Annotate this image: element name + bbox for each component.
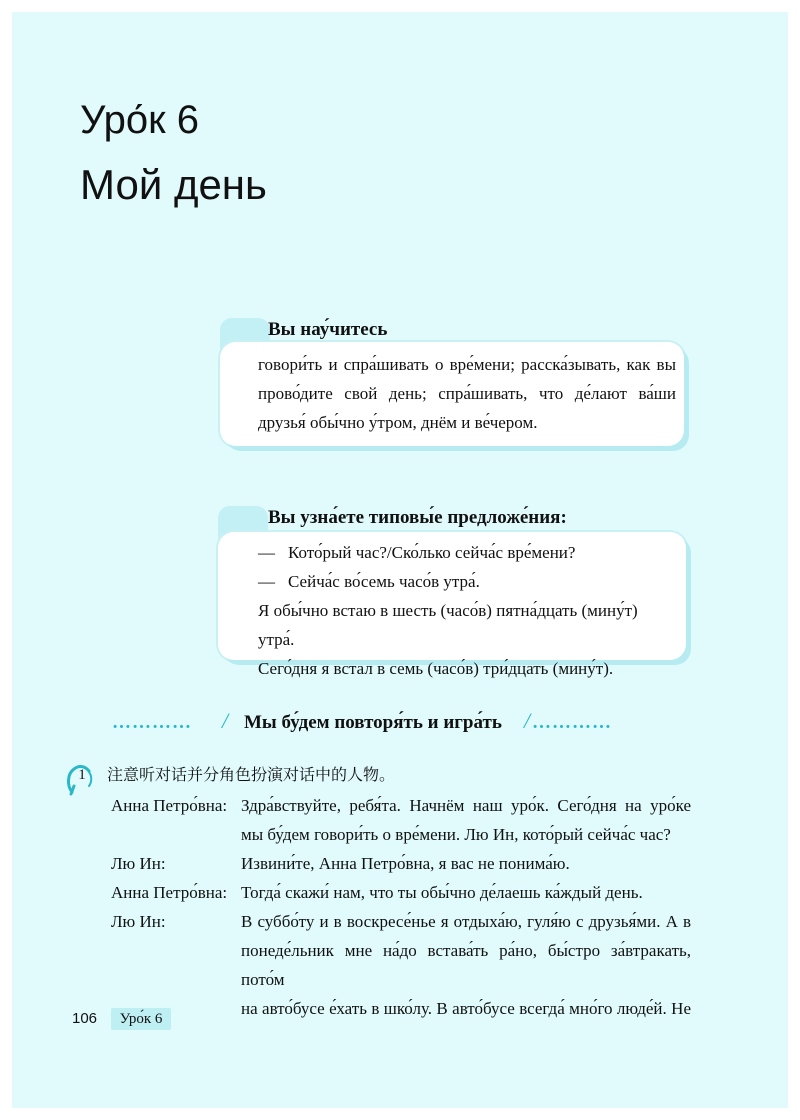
section-dots-right: …………: [532, 712, 612, 733]
dialogue-line: мы бу́дем говори́ть о вре́мени. Лю Ин, кото́рый сейча́с час?: [241, 825, 671, 844]
section-dots-left: …………: [112, 712, 192, 733]
dialogue-line: Тогда́ скажи́ нам, что ты обы́чно де́лаешь ка́ждый день.: [241, 883, 643, 902]
phrase-text: Сего́дня я встал в семь (часо́в) три́дцать (мину́т).: [258, 659, 614, 678]
phrases-box-list: [258, 538, 678, 683]
section-title: Мы бу́дем повторя́ть и игра́ть: [244, 712, 502, 733]
speaker: [111, 820, 241, 849]
dialogue-row: [111, 936, 691, 994]
phrase-text: Сейча́с во́семь часо́в утра́.: [288, 572, 480, 591]
dialogue-row: [111, 907, 691, 936]
phrase-text: Я обы́чно встаю в шесть (часо́в) пятна́дцать (мину́т) утра́.: [258, 601, 638, 649]
speaker: [111, 936, 241, 994]
speaker: Лю Ин:: [111, 912, 166, 931]
learn-box-text: говори́ть и спра́шивать о вре́мени; расска́зывать, как вы прово́дите свой день; спра́шивать, что де́лают ва́ши друзья́ обы́чно у́тром, днём и ве́чером.: [258, 355, 676, 432]
dialogue-line: Извини́те, Анна Петро́вна, я вас не понима́ю.: [241, 854, 570, 873]
footer-lesson-tag: Уро́к 6: [111, 1008, 171, 1030]
dialogue-line: В суббо́ту и в воскресе́нье я отдыха́ю, гуля́ю с друзья́ми. А в: [241, 912, 691, 931]
learn-box-heading: Вы нау́читесь: [268, 319, 388, 340]
speaker: Анна Петро́вна:: [111, 883, 228, 902]
dialogue-row: [111, 878, 691, 907]
dialogue-row: [111, 820, 691, 849]
exercise-instruction: 注意听对话并分角色扮演对话中的人物。: [107, 765, 396, 784]
page-number: 106: [72, 1010, 98, 1027]
section-header: [112, 707, 652, 739]
phrase-line: [258, 596, 678, 654]
lesson-title: Уро́к 6: [80, 98, 199, 142]
dialogue-line: Здра́вствуйте, ребя́та. Начнём наш уро́к. Сего́дня на уро́ке: [241, 796, 691, 815]
speaker: Лю Ин:: [111, 854, 166, 873]
phrase-line: [258, 567, 678, 596]
dialogue-row: [111, 994, 691, 1023]
section-slash-left: /: [222, 708, 229, 733]
phrase-line: [258, 538, 678, 567]
exercise-number: 1: [78, 767, 86, 783]
lesson-subtitle: Мой день: [80, 161, 267, 208]
dialogue: [111, 791, 691, 1023]
phrase-dash: —: [258, 572, 275, 591]
phrase-dash: —: [258, 543, 275, 562]
phrase-line: [258, 654, 678, 683]
phrase-text: Кото́рый час?/Ско́лько сейча́с вре́мени?: [288, 543, 576, 562]
section-slash-right: /: [524, 708, 531, 733]
dialogue-line: понеде́льник мне на́до встава́ть ра́но, бы́стро за́втракать, пото́м: [241, 941, 691, 989]
phrases-box-heading: Вы узна́ете типовы́е предложе́ния:: [268, 507, 567, 528]
dialogue-row: [111, 849, 691, 878]
dialogue-line: на авто́бусе е́хать в шко́лу. В авто́бусе всегда́ мно́го люде́й. Не: [241, 999, 691, 1018]
speaker: Анна Петро́вна:: [111, 796, 228, 815]
dialogue-row: [111, 791, 691, 820]
